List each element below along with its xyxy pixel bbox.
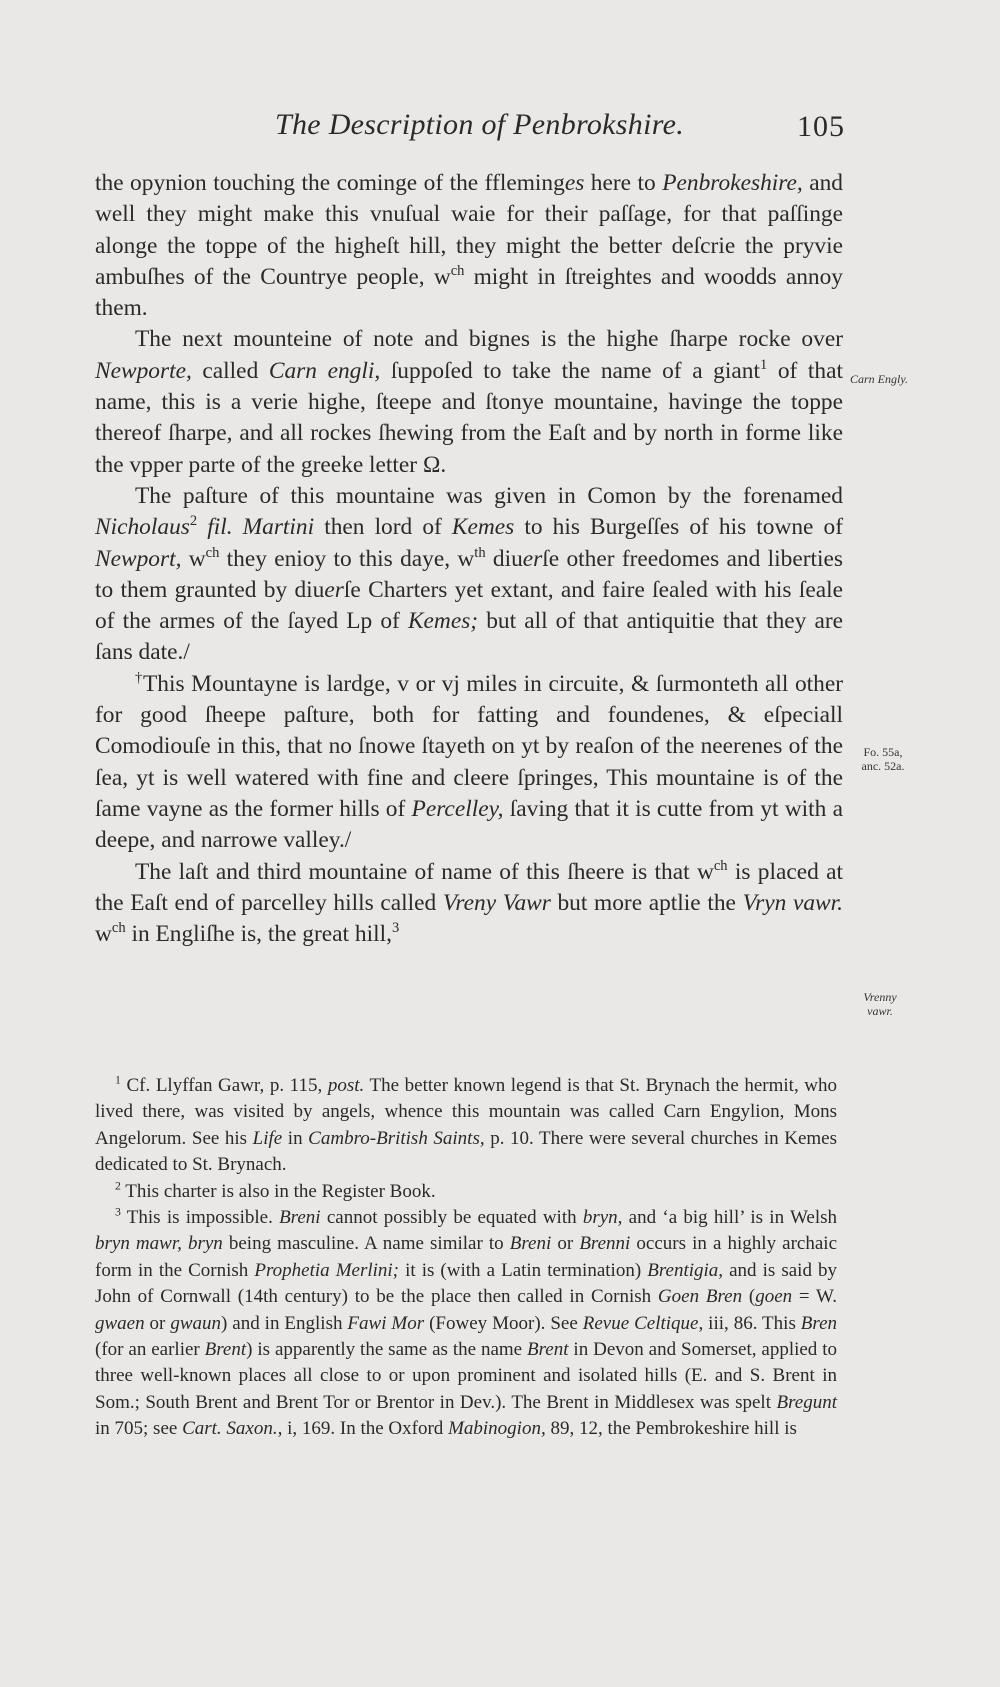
place-name: Carn engli, (268, 357, 381, 384)
book-title: Cart. Saxon., (182, 1418, 283, 1440)
text-run: ) and in English (221, 1312, 348, 1334)
margin-note-vrenny (850, 990, 910, 1018)
text-run: it is (with a Latin termination) (399, 1259, 648, 1281)
vrenny-line: Vrenny (863, 990, 897, 1004)
paragraph-5 (95, 857, 843, 951)
footnote-ref: 2 (189, 513, 198, 530)
place-name: Penbrokeshire, (662, 170, 803, 196)
text-run: of that name, this is a verie highe, ſteepe and ſtonye mountaine, havinge the toppe thereof ſharpe, and all rockes ſhewing from the Eaſt and by north in forme like the vpper parte of the greeke letter Ω. (95, 357, 843, 478)
text-run: to his Burgeſſes of his towne of (514, 514, 844, 541)
place-name: Kemes; (407, 608, 479, 635)
text-run: but all of that antiquitie that they are ſans date./ (95, 608, 843, 666)
text-run: in Engliſhe is, the great hill, (125, 921, 392, 948)
text-run-italic: Goen Bren (657, 1286, 743, 1308)
text-run-italic: bryn mawr, bryn (95, 1233, 223, 1255)
text-run-italic: Brent (204, 1339, 247, 1361)
text-run: then lord of (314, 514, 452, 541)
text-run-italic: es (564, 170, 585, 196)
footnote-2 (95, 1179, 837, 1205)
text-run-italic: Life (252, 1127, 283, 1149)
text-run-italic: Brentigia, (647, 1259, 724, 1281)
footnote-ref: 3 (391, 920, 400, 937)
superscript: ch (450, 263, 465, 280)
vawr-line: vawr. (867, 1004, 893, 1018)
superscript: ch (713, 857, 728, 874)
text-run: ſe Charters yet extant, and faire ſealed with his ſeale of the armes of the ſayed Lp of (95, 576, 843, 635)
text-run: 89, 12, the Pembrokeshire hill is (545, 1418, 797, 1440)
text-run: The paſture of this mountaine was given in Comon by the forenamed (135, 482, 843, 509)
text-run-italic: Brent (527, 1339, 569, 1361)
text-run: The better known legend is that St. Brynach the hermit, who lived there, was visited by angels, whence this mountain was called Carn Engylion, Mons Angelorum. See his (95, 1075, 838, 1149)
text-run: or (144, 1312, 171, 1334)
text-run: being masculine. A name similar to (222, 1233, 510, 1255)
text-run: in (282, 1127, 309, 1149)
text-run: they enioy to this daye, w (219, 545, 475, 572)
margin-note-folio (848, 745, 918, 773)
page-number: 105 (797, 110, 845, 143)
text-run-italic: gwaen (95, 1312, 145, 1334)
text-run: here to (584, 170, 663, 196)
text-run: might in ſtreightes and woodds annoy them. (95, 263, 843, 322)
text-run: in 705; see (95, 1418, 183, 1440)
text-run: This charter is also in the Register Book. (120, 1180, 436, 1202)
person-name: fil. Martini (207, 514, 315, 541)
paragraph-4 (95, 669, 843, 857)
paragraph-1 (95, 168, 843, 324)
text-run: The next mounteine of note and bignes is the highe ſharpe rocke over (135, 326, 843, 353)
paragraph-2 (95, 324, 843, 480)
text-run-italic: bryn, (582, 1207, 623, 1229)
text-run-italic: er (324, 576, 344, 603)
margin-note-carn-engly: Carn Engly. (850, 372, 909, 386)
folio-anc-line: anc. 52a. (861, 759, 905, 773)
text-run: i, 169. In the Oxford (282, 1418, 449, 1440)
text-run: occurs in a highly archaic form in the Cornish (95, 1233, 838, 1281)
text-run: is placed at the Eaſt end of parcelley hills called (95, 858, 843, 916)
text-run: the opynion touching the cominge of the ffleming (95, 170, 565, 196)
place-name: Newporte, (95, 357, 192, 384)
text-run: This Mountayne is lardge, v or vj miles in circuite, & ſurmonteth all other for good ſheepe paſture, both for fatting and foundenes, & eſpeciall Comodiouſe in this, that no ſnowe ſtayeth on yt by reaſon of the neerenes of the ſea, yt is well watered with fine and cleere ſpringes, This mountaine is of the ſame vayne as the former hills of (95, 670, 843, 822)
text-run-italic: goen (755, 1286, 793, 1308)
text-run-italic: Bren (800, 1312, 838, 1334)
text-run: or (551, 1233, 580, 1255)
text-run: ſuppoſed to take the name of a giant (380, 357, 760, 384)
person-name: Nicholaus (95, 514, 190, 541)
text-run: p. 10. There were several churches in Kemes dedicated to St. Brynach. (95, 1127, 838, 1176)
running-header (95, 108, 845, 156)
superscript: th (474, 544, 486, 561)
place-name: Percelley, (411, 795, 504, 822)
text-run: called (191, 357, 269, 384)
text-run: (Fowey Moor). See (424, 1312, 583, 1334)
place-name: Newport, (95, 545, 182, 572)
place-name: Kemes (451, 514, 515, 541)
text-run-italic: Breni (279, 1207, 321, 1229)
text-run: w (95, 921, 112, 948)
text-run: diu (485, 545, 523, 572)
running-title: The Description of Penbrokshire. (275, 108, 684, 141)
footnote-3 (95, 1205, 837, 1443)
text-run (197, 514, 207, 540)
footnote-number: 1 (115, 1073, 121, 1087)
text-run: ſe other freedomes and liberties to them graunted by diu (95, 545, 843, 603)
footnote-ref: 1 (759, 356, 768, 373)
text-run-italic: Brenni (579, 1233, 631, 1255)
superscript: ch (205, 544, 220, 561)
place-name: Vryn vawr. (742, 889, 843, 916)
paragraph-3 (95, 481, 843, 669)
text-run: The laſt and third mountaine of name of this ſheere is that w (135, 858, 714, 885)
text-run: ſaving that it is cutte from yt with a deepe, and narrowe valley./ (95, 795, 843, 854)
main-text (95, 168, 843, 950)
text-run: and is said by John of Cornwall (14th century) to be the place then called in Cornish (95, 1259, 837, 1308)
footnote-number: 3 (115, 1205, 121, 1219)
book-title: Revue Celtique, (582, 1312, 704, 1334)
text-run: and well they might make this vnuſual waie for their paſſage, for that paſſinge alonge the toppe of the higheſt hill, they might the better deſcrie the pryvie ambuſhes of the Countrye people, w (95, 170, 843, 290)
superscript: ch (111, 920, 126, 937)
text-run-italic: Breni (509, 1233, 552, 1255)
text-run: in Devon and Somerset, applied to three well-known places all close to or upon prominent and isolated hills (E. and S. Brent in Som.; South Brent and Brent Tor or Brentor in Dev.). The Brent in Middlesex was spelt (95, 1339, 837, 1413)
text-run: This is impossible. (120, 1207, 280, 1229)
text-run: ) is apparently the same as the name (246, 1339, 528, 1361)
book-title: Prophetia Merlini; (254, 1259, 400, 1281)
text-run: = W. (792, 1286, 837, 1308)
text-run-italic: Bregunt (776, 1391, 837, 1413)
text-run-italic: gwaun (170, 1312, 222, 1334)
place-name: Vreny Vawr (442, 889, 551, 916)
folio-line: Fo. 55a, (863, 745, 903, 759)
footnote-1 (95, 1073, 837, 1179)
footnotes (95, 1073, 837, 1443)
book-title: Cambro-British Saints, (308, 1127, 485, 1149)
text-run-italic: er (522, 545, 543, 572)
dagger-mark: † (135, 669, 143, 686)
text-run: (for an earlier (95, 1339, 205, 1361)
book-title: Mabinogion, (448, 1418, 546, 1440)
text-run: and ‘a big hill’ is in Welsh (622, 1207, 838, 1229)
text-run: but more aptlie the (550, 889, 743, 916)
text-run-italic: post. (327, 1075, 365, 1096)
text-run: Cf. Llyffan Gawr, p. 115, (120, 1075, 328, 1096)
text-run: cannot possibly be equated with (320, 1207, 583, 1229)
text-run: w (181, 545, 206, 572)
text-run-italic: Fawi Mor (347, 1312, 425, 1334)
text-run: ( (742, 1286, 756, 1308)
footnote-number: 2 (115, 1179, 121, 1193)
text-run: iii, 86. This (703, 1312, 801, 1334)
